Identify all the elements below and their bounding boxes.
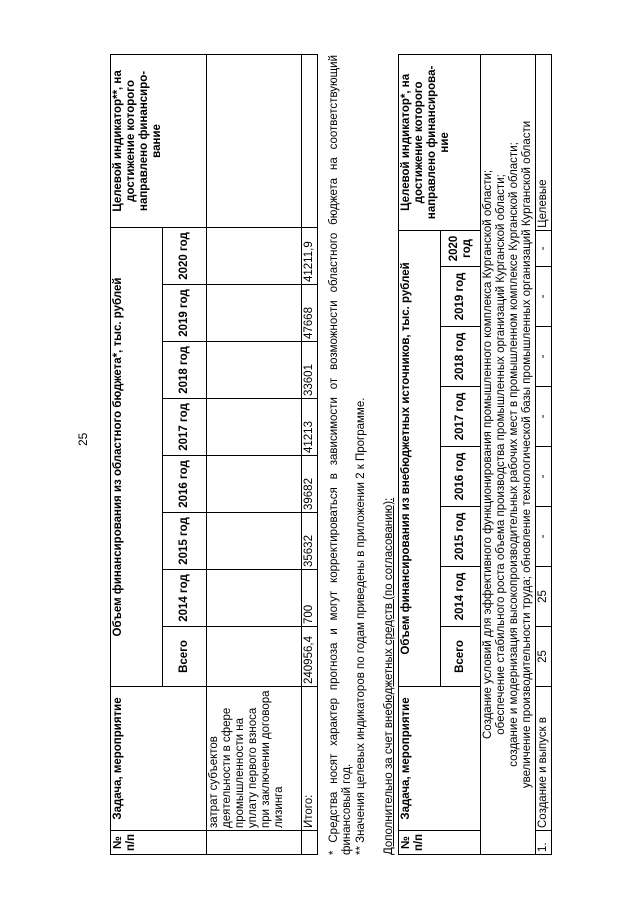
goal-row — [481, 54, 536, 854]
col-volume-header: Объем финансирования из областного бюджета*, тыс. рублей — [111, 227, 163, 686]
year-header: 2019 год — [441, 267, 481, 327]
page-number: 25 — [76, 432, 90, 446]
total-value: 47668 — [302, 285, 318, 342]
total-value: 33601 — [302, 342, 318, 399]
goal-line: увеличение производительности труда; обновление технологической базы промышленных организаций Курганской области — [521, 120, 533, 789]
total-value: 39682 — [302, 456, 318, 513]
total-value: 41213 — [302, 399, 318, 456]
rotated-page — [110, 55, 610, 855]
total-value: 41211,9 — [302, 227, 318, 284]
year-header: 2018 год — [163, 342, 207, 399]
col-task-header: Задача, мероприятие — [111, 687, 207, 831]
goal-line: создание и модернизация высокопроизводительных рабочих мест в промышленном комплексе Курганской области; — [508, 142, 520, 767]
year-header: 2014 год — [163, 570, 207, 627]
table-row — [207, 54, 302, 854]
year-header: 2019 год — [163, 285, 207, 342]
value-cell: 25 — [536, 567, 552, 627]
year-header: 2018 год — [441, 327, 481, 387]
footnote-forecast: * Средства носят характер прогноза и могут корректироваться в зависимости от возможности областного бюджета на соответствующий финансовый год. — [328, 55, 353, 855]
row-number: 1. — [536, 831, 552, 855]
col-no-header: № п/п — [111, 831, 207, 855]
col-total-header: Всего — [163, 627, 207, 687]
total-row — [302, 54, 318, 854]
year-header: 2017 год — [441, 387, 481, 447]
value-cell: - — [536, 507, 552, 567]
goal-line: обеспечение стабильного роста объема производства промышленных организаций Курганской области; — [495, 174, 507, 735]
total-value: 240956,4 — [302, 627, 318, 687]
year-header: 2016 год — [441, 447, 481, 507]
extra-funding-heading: Дополнительно за счет внебюджетных средств (по согласованию): — [383, 497, 395, 855]
year-header: 2015 год — [441, 507, 481, 567]
value-cell: - — [536, 447, 552, 507]
year-header: 2020 год — [441, 230, 481, 266]
value-cell: - — [536, 327, 552, 387]
year-header: 2020 год — [163, 227, 207, 284]
year-header: 2016 год — [163, 456, 207, 513]
footnote-indicators: ** Значения целевых индикаторов по годам приведены в приложении 2 к Программе. — [355, 397, 367, 855]
extrabudget-table — [398, 54, 552, 855]
indicator-cell: Целевые — [536, 54, 552, 230]
goal-cell — [481, 54, 536, 854]
col-indicator-header: Целевой индикатор**, на достижение которого направлено финансиро-вание — [111, 54, 207, 227]
task-cell: затрат субъектов деятельности в сфере промышленности на уплату первого взноса при заключении договора лизинга — [207, 687, 302, 831]
budget-table — [110, 54, 318, 855]
goal-line: Создание условий для эффективного функционирования промышленного комплекса Курганской области; — [482, 169, 494, 739]
total-value: 700 — [302, 570, 318, 627]
value-cell: - — [536, 230, 552, 266]
year-header: 2015 год — [163, 513, 207, 570]
task-cell: Создание и выпуск в — [536, 687, 552, 831]
year-header: 2017 год — [163, 399, 207, 456]
col-no-header: № п/п — [399, 831, 481, 855]
col-total-header: Всего — [441, 627, 481, 687]
value-cell: - — [536, 387, 552, 447]
table-row — [536, 54, 552, 854]
value-cell: 25 — [536, 627, 552, 687]
col-task-header: Задача, мероприятие — [399, 687, 481, 831]
year-header: 2014 год — [441, 567, 481, 627]
col-volume-header: Объем финансирования из внебюджетных источников, тыс. рублей — [399, 230, 441, 686]
total-label: Итого: — [302, 687, 318, 831]
col-indicator-header: Целевой индикатор*, на достижение которого направлено финансирова-ние — [399, 54, 481, 230]
value-cell: - — [536, 267, 552, 327]
total-value: 35632 — [302, 513, 318, 570]
